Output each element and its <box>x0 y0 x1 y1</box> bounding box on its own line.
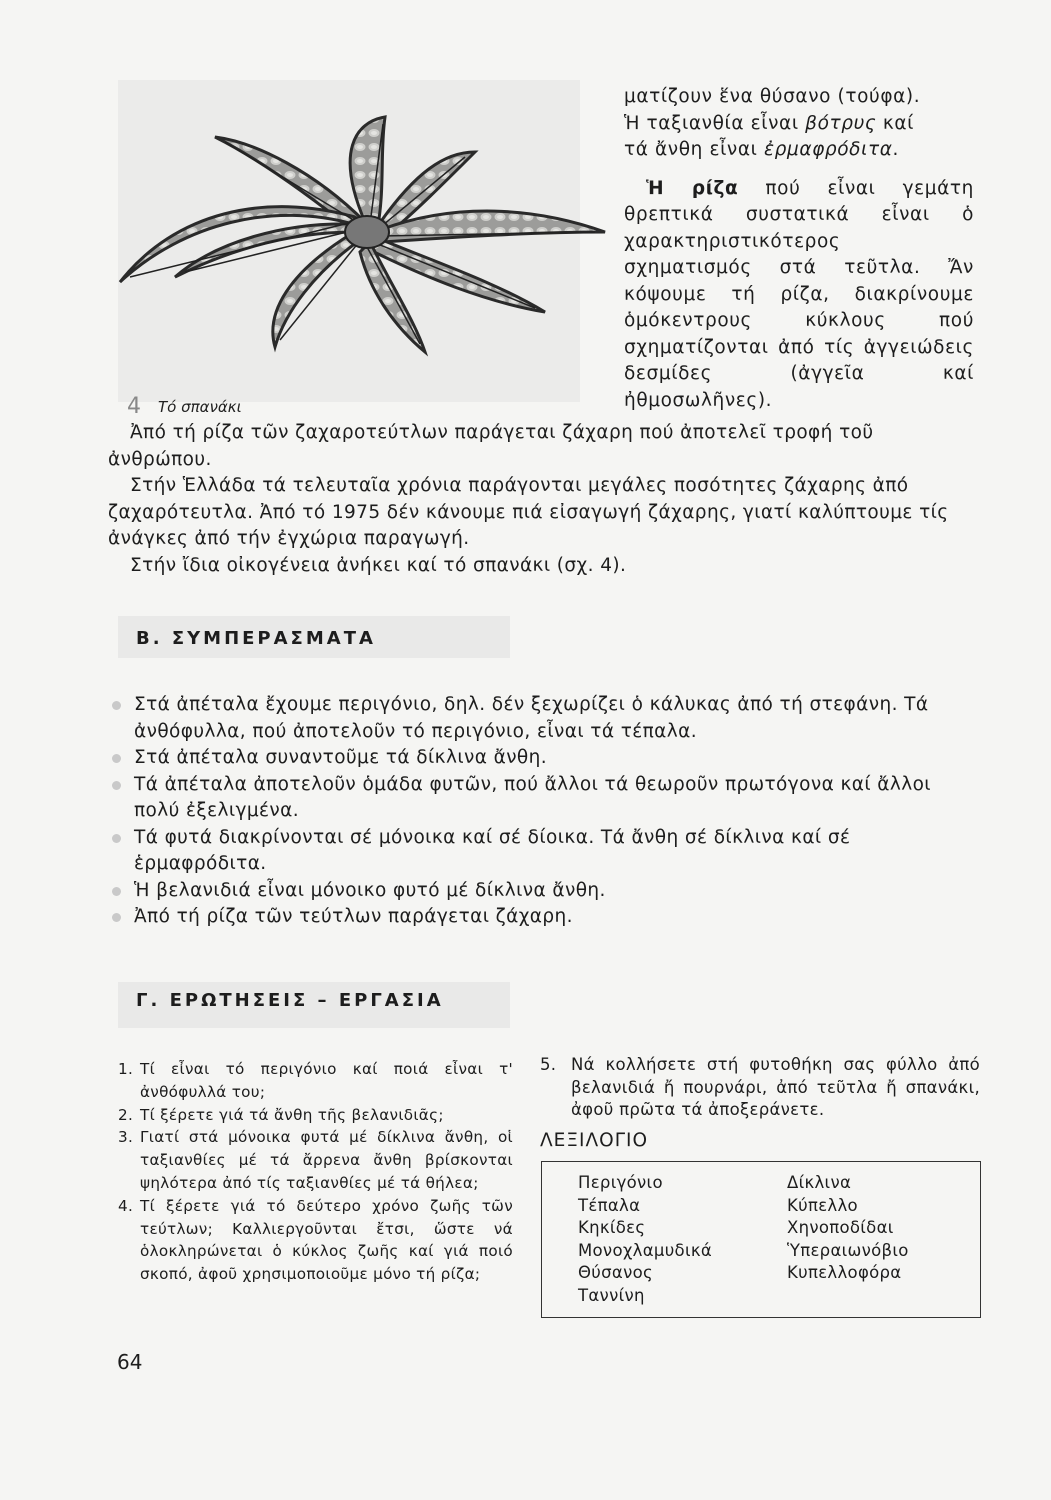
list-item-text: Τά φυτά διακρίνονται σέ μόνοικα καί σέ δίοικα. Τά ἄνθη σέ δίκλινα καί σέ ἑρμαφρόδιτα. <box>134 826 851 874</box>
paragraph-line <box>624 137 974 164</box>
bullet-dot <box>112 781 121 790</box>
text-span: πού εἶναι γεμάτη θρεπτικά συστατικά εἶναι ὁ χαρακτηριστικότερος σχηματισμός στά τεῦτλα. Ἄν κόψουμε τή ρίζα, διακρίνουμε ὁμόκεντρους κύκλους πού σχηματίζονται ἀπό τίς ἀγγειώδεις δεσμίδες (ἀγγεῖα καί ἠθμοσωλῆνες). <box>624 177 974 411</box>
section-b-heading: Β. ΣΥΜΠΕΡΑΣΜΑΤΑ <box>136 628 376 649</box>
paragraph-line <box>624 111 974 138</box>
list-item-text: Ἡ βελανιδιά εἶναι μόνοικο φυτό μέ δίκλινα ἄνθη. <box>134 879 606 901</box>
bullet-dot <box>112 887 121 896</box>
bullet-dot <box>112 834 121 843</box>
conclusions-list <box>112 692 974 931</box>
lexicon-title: ΛΕΞΙΛΟΓΙΟ <box>540 1130 649 1151</box>
lexicon-box <box>541 1161 981 1318</box>
lexicon-term: Χηνοποδίδαι <box>787 1218 894 1237</box>
bold-term: Ἡ ρίζα <box>646 177 739 199</box>
list-item <box>112 692 974 745</box>
lexicon-term: Περιγόνιο <box>578 1173 663 1192</box>
bullet-dot <box>112 701 121 710</box>
question-item <box>118 1126 513 1194</box>
figure-number: 4 <box>127 394 141 419</box>
text-span: . <box>892 139 899 160</box>
questions-list <box>118 1058 513 1286</box>
lexicon-term: Κυπελλοφόρα <box>787 1263 902 1282</box>
lexicon-term: Δίκλινα <box>787 1173 852 1192</box>
paragraph-line: ματίζουν ἕνα θύσανο (τούφα). <box>624 86 921 107</box>
list-item-text: Στά ἀπέταλα συναντοῦμε τά δίκλινα ἄνθη. <box>134 747 548 768</box>
question-text: Τί ξέρετε γιά τό δεύτερο χρόνο ζωῆς τῶν τεύτλων; Καλλιεργοῦνται ἔτσι, ὥστε νά ὁλοκληρώνεται ὁ κύκλος ζωῆς καί γιά ποιό σκοπό, ἀφοῦ χρησιμοποιοῦμε μόνο τή ρίζα; <box>140 1196 513 1284</box>
question-text: Γιατί στά μόνοικα φυτά μέ δίκλινα ἄνθη, οἱ ταξιανθίες μέ τά ἄρρενα ἄνθη βρίσκονται ψηλότερα ἀπό τίς ταξιανθίες μέ τά θήλεα; <box>140 1128 513 1192</box>
question-number: 1. <box>118 1060 134 1078</box>
page-number: 64 <box>117 1350 143 1374</box>
figure-caption: Τό σπανάκι <box>158 398 242 416</box>
question-number: 4. <box>118 1196 134 1215</box>
question-number: 3. <box>118 1128 134 1147</box>
list-item <box>112 745 974 772</box>
question-item <box>118 1195 513 1286</box>
question-number: 5. <box>540 1055 557 1074</box>
question-item <box>540 1054 980 1122</box>
italic-term: ἐρμαφρόδιτα <box>764 139 893 160</box>
lexicon-term: Τέπαλα <box>578 1195 641 1215</box>
question-text: Τί εἶναι τό περιγόνιο καί ποιά εἶναι τ' ἀνθόφυλλά του; <box>140 1060 513 1101</box>
section-c-heading: Γ. ΕΡΩΤΗΣΕΙΣ – ΕΡΓΑΣΙΑ <box>136 990 444 1011</box>
question-5-block <box>540 1054 980 1122</box>
list-item-text: Ἀπό τή ρίζα τῶν τεύτλων παράγεται ζάχαρη. <box>134 906 573 927</box>
right-column-text <box>624 84 974 414</box>
root-paragraph <box>624 176 974 415</box>
list-item-text: Τά ἀπέταλα ἀποτελοῦν ὁμάδα φυτῶν, πού ἄλλοι τά θεωροῦν πρωτόγονα καί ἄλλοι πολύ ἐξελιγμένα. <box>134 773 931 821</box>
text-span: καί <box>876 112 914 134</box>
lexicon-term: Μονοχλαμυδικά <box>578 1240 713 1260</box>
lexicon-term: Ὑπεραιωνόβιο <box>787 1240 909 1260</box>
body-paragraph: Στήν ἴδια οἰκογένεια ἀνήκει καί τό σπανάκι (σχ. 4). <box>130 554 627 576</box>
bullet-dot <box>112 913 121 922</box>
italic-term: βότρυς <box>805 112 877 134</box>
lexicon-term: Κύπελλο <box>787 1195 858 1215</box>
list-item <box>112 772 974 825</box>
bullet-dot <box>112 754 121 763</box>
question-item <box>118 1104 513 1127</box>
body-text <box>108 420 970 579</box>
list-item <box>112 878 974 905</box>
list-item <box>112 825 974 878</box>
question-number: 2. <box>118 1105 134 1124</box>
question-text: Νά κολλήσετε στή φυτοθήκη σας φύλλο ἀπό βελανιδιά ἤ πουρνάρι, ἀπό τεῦτλα ἤ σπανάκι, ἀφοῦ πρῶτα τά ἀποξεράνετε. <box>571 1055 980 1119</box>
lexicon-column-1 <box>578 1172 712 1307</box>
list-item-text: Στά ἀπέταλα ἔχουμε περιγόνιο, δηλ. δέν ξεχωρίζει ὁ κάλυκας ἀπό τή στεφάνη. Τά ἀνθόφυλλα, πού ἀποτελοῦν τό περιγόνιο, εἶναι τά τέπαλα. <box>134 694 929 742</box>
body-paragraph: Ἀπό τή ρίζα τῶν ζαχαροτεύτλων παράγεται ζάχαρη πού ἀποτελεῖ τροφή τοῦ ἀνθρώπου. <box>108 422 874 470</box>
body-paragraph: Στήν Ἑλλάδα τά τελευταῖα χρόνια παράγονται μεγάλες ποσότητες ζάχαρης ἀπό ζαχαρότευτλα. Ἀπό τό 1975 δέν κάνουμε πιά εἰσαγωγή ζάχαρης, γιατί καλύπτουμε τίς ἀνάγκες ἀπό τήν ἐγχώρια παραγωγή. <box>108 475 949 549</box>
list-item <box>112 904 974 931</box>
lexicon-term: Κηκίδες <box>578 1218 646 1237</box>
text-span: τά ἄνθη εἶναι <box>624 139 764 160</box>
lexicon-term: Ταννίνη <box>578 1285 645 1305</box>
lexicon-column-2 <box>787 1172 909 1285</box>
text-span: Ἡ ταξιανθία εἶναι <box>624 112 806 134</box>
lexicon-term: Θύσανος <box>578 1263 653 1282</box>
question-item <box>118 1058 513 1104</box>
spinach-plant-illustration <box>115 112 615 362</box>
question-text: Τί ξέρετε γιά τά ἄνθη τῆς βελανιδιᾶς; <box>140 1105 444 1124</box>
